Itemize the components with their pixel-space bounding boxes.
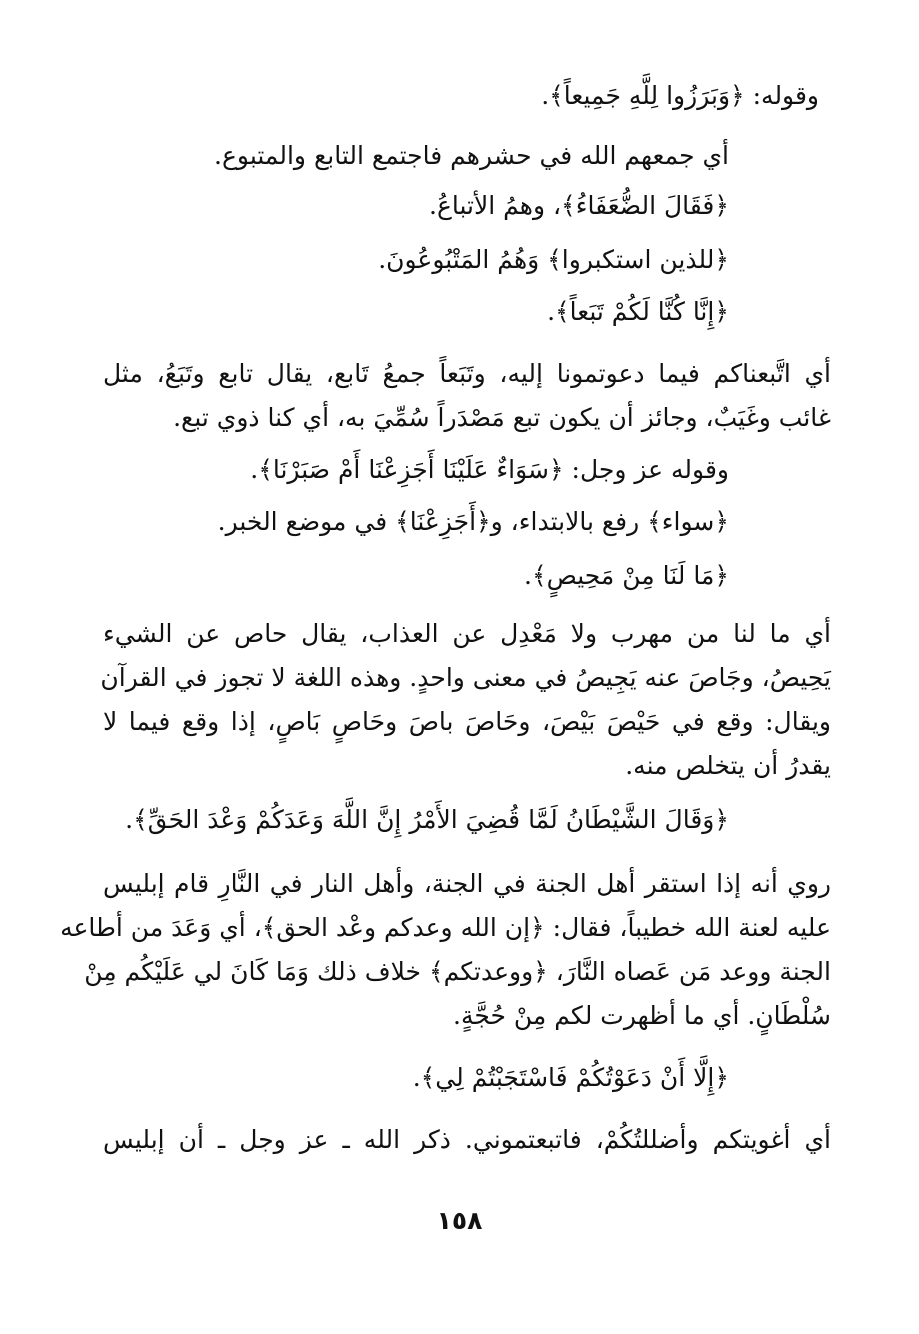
text-line: سُلْطَانٍ. أي ما أظهرت لكم مِنْ حُجَّةٍ. bbox=[453, 1001, 831, 1030]
text-line: ويقال: وقع في حَيْصَ بَيْصَ، وحَاصَ باصَ وحَاصٍ بَاصٍ، إذا وقع فيما لا bbox=[103, 707, 831, 736]
text-line: وقوله عز وجل: ﴿سَوَاءٌ عَلَيْنَا أَجَزِعْنَا أَمْ صَبَرْنَا﴾. bbox=[250, 455, 729, 484]
text-line: ﴿إِنَّا كُنَّا لَكُمْ تَبَعاً﴾. bbox=[547, 297, 729, 326]
text-line: ﴿مَا لَنَا مِنْ مَحِيصٍ﴾. bbox=[524, 561, 729, 590]
text-line: ﴿فَقَالَ الضُّعَفَاءُ﴾، وهمُ الأتباعُ. bbox=[429, 191, 729, 220]
text-line: أي جمعهم الله في حشرهم فاجتمع التابع والمتبوع. bbox=[214, 141, 729, 170]
text-line: يَحِيصُ، وجَاصَ عنه يَجِيصُ في معنى واحدٍ. وهذه اللغة لا تجوز في القرآن bbox=[100, 663, 831, 692]
text-line: الجنة ووعد مَن عَصاه النَّارَ، ﴿ووعدتكم﴾ خلاف ذلك وَمَا كَانَ لي عَلَيْكُم مِنْ bbox=[84, 957, 831, 986]
text-line: ﴿إِلَّا أَنْ دَعَوْتُكُمْ فَاسْتَجَبْتُمْ لِي﴾. bbox=[412, 1063, 729, 1092]
text-line: غائب وغَيَبٌ، وجائز أن يكون تبع مَصْدَراً سُمِّيَ به، أي كنا ذوي تبع. bbox=[173, 403, 831, 432]
text-line: ﴿سواء﴾ رفع بالابتداء، و﴿أَجَزِعْنَا﴾ في موضع الخبر. bbox=[217, 507, 729, 536]
text-line: يقدرُ أن يتخلص منه. bbox=[625, 751, 831, 780]
text-line: أي ما لنا من مهرب ولا مَعْدِل عن العذاب، يقال حاص عن الشيء bbox=[103, 619, 831, 648]
text-line: أي أغويتكم وأضللتُكُمْ، فاتبعتموني. ذكر الله ـ عز وجل ـ أن إبليس bbox=[103, 1125, 831, 1154]
text-line: وقوله: ﴿وَبَرَزُوا لِلَّهِ جَمِيعاً﴾. bbox=[541, 81, 819, 110]
text-line: ﴿للذين استكبروا﴾ وَهُمُ المَتْبُوعُونَ. bbox=[378, 245, 729, 274]
text-line: ﴿وَقَالَ الشَّيْطَانُ لَمَّا قُضِيَ الأَمْرُ إِنَّ اللَّهَ وَعَدَكُمْ وَعْدَ الحَقِّ﴾. bbox=[125, 805, 729, 834]
page-number: ١٥٨ bbox=[436, 1206, 483, 1235]
text-line: عليه لعنة الله خطيباً، فقال: ﴿إن الله وعدكم وعْد الحق﴾، أي وَعَدَ من أطاعه bbox=[60, 913, 831, 942]
text-line: روي أنه إذا استقر أهل الجنة في الجنة، وأهل النار في النَّارِ قام إبليس bbox=[103, 869, 831, 898]
text-line: أي اتَّبعناكم فيما دعوتمونا إليه، وتَبَعاً جمعُ تَابع، يقال تابع وتَبَعُ، مثل bbox=[103, 359, 831, 388]
